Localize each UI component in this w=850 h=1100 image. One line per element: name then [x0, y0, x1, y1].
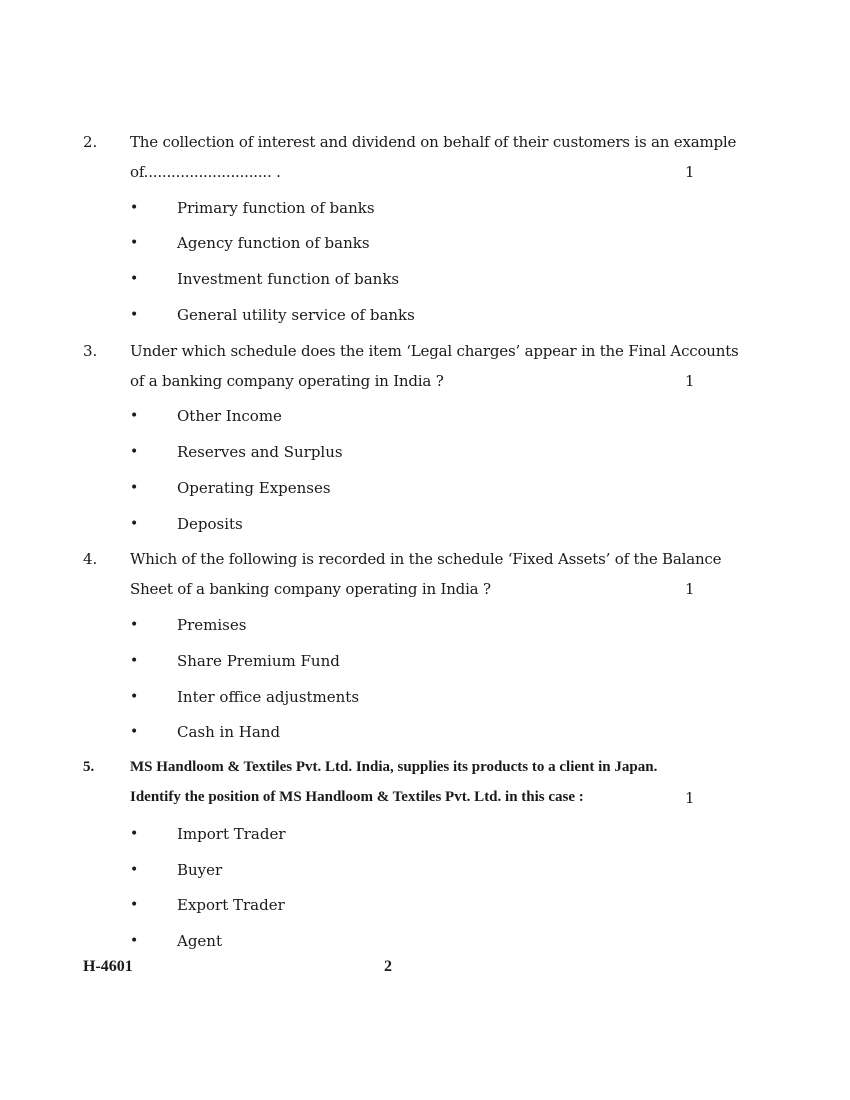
option-text: General utility service of banks: [177, 306, 415, 324]
bullet-icon: •: [130, 933, 139, 949]
question-text-line2: Sheet of a banking company operating in India ?: [130, 580, 491, 598]
question-text-line2: of a banking company operating in India ?: [130, 372, 444, 390]
bullet-icon: •: [130, 480, 139, 496]
option-text: Deposits: [177, 515, 243, 533]
bullet-icon: •: [130, 408, 139, 424]
bullet-icon: •: [130, 307, 139, 323]
bullet-icon: •: [130, 862, 139, 878]
option-text: Share Premium Fund: [177, 652, 340, 670]
question-number: 4.: [83, 550, 98, 568]
question-text-line1: Under which schedule does the item ‘Legal charges’ appear in the Final Accounts: [130, 342, 739, 360]
option-text: Agency function of banks: [177, 234, 370, 252]
option-text: Inter office adjustments: [177, 688, 360, 706]
option-text: Agent: [177, 932, 222, 950]
bullet-icon: •: [130, 444, 139, 460]
bullet-icon: •: [130, 200, 139, 216]
bullet-icon: •: [130, 653, 139, 669]
bullet-icon: •: [130, 516, 139, 532]
option-text: Other Income: [177, 407, 282, 425]
page-number: 2: [384, 958, 392, 975]
bullet-icon: •: [130, 826, 139, 842]
bullet-icon: •: [130, 271, 139, 287]
option-text: Investment function of banks: [177, 270, 400, 288]
question-text-line1: The collection of interest and dividend on behalf of their customers is an example: [130, 133, 737, 151]
paper-code: H-4601: [83, 958, 133, 975]
question-text-line1: Which of the following is recorded in the schedule ‘Fixed Assets’ of the Balance: [130, 550, 722, 568]
bullet-icon: •: [130, 897, 139, 913]
option-text: Export Trader: [177, 896, 285, 914]
question-number: 2.: [83, 133, 98, 151]
bullet-icon: •: [130, 689, 139, 705]
question-number: 3.: [83, 342, 98, 360]
question-text-line1: MS Handloom & Textiles Pvt. Ltd. India, supplies its products to a client in Japan.: [130, 759, 658, 775]
question-marks: 1: [685, 372, 695, 390]
option-text: Operating Expenses: [177, 479, 331, 497]
question-marks: 1: [685, 580, 695, 598]
question-marks: 1: [685, 163, 695, 181]
bullet-icon: •: [130, 724, 139, 740]
option-text: Reserves and Surplus: [177, 443, 343, 461]
question-text-line2: of............................ .: [130, 163, 281, 181]
option-text: Premises: [177, 616, 247, 634]
question-text-line2: Identify the position of MS Handloom & Textiles Pvt. Ltd. in this case :: [130, 789, 584, 805]
bullet-icon: •: [130, 235, 139, 251]
option-text: Import Trader: [177, 825, 286, 843]
question-number: 5.: [83, 759, 95, 775]
option-text: Buyer: [177, 861, 223, 879]
option-text: Cash in Hand: [177, 723, 281, 741]
question-marks: 1: [685, 789, 695, 807]
option-text: Primary function of banks: [177, 199, 375, 217]
bullet-icon: •: [130, 617, 139, 633]
